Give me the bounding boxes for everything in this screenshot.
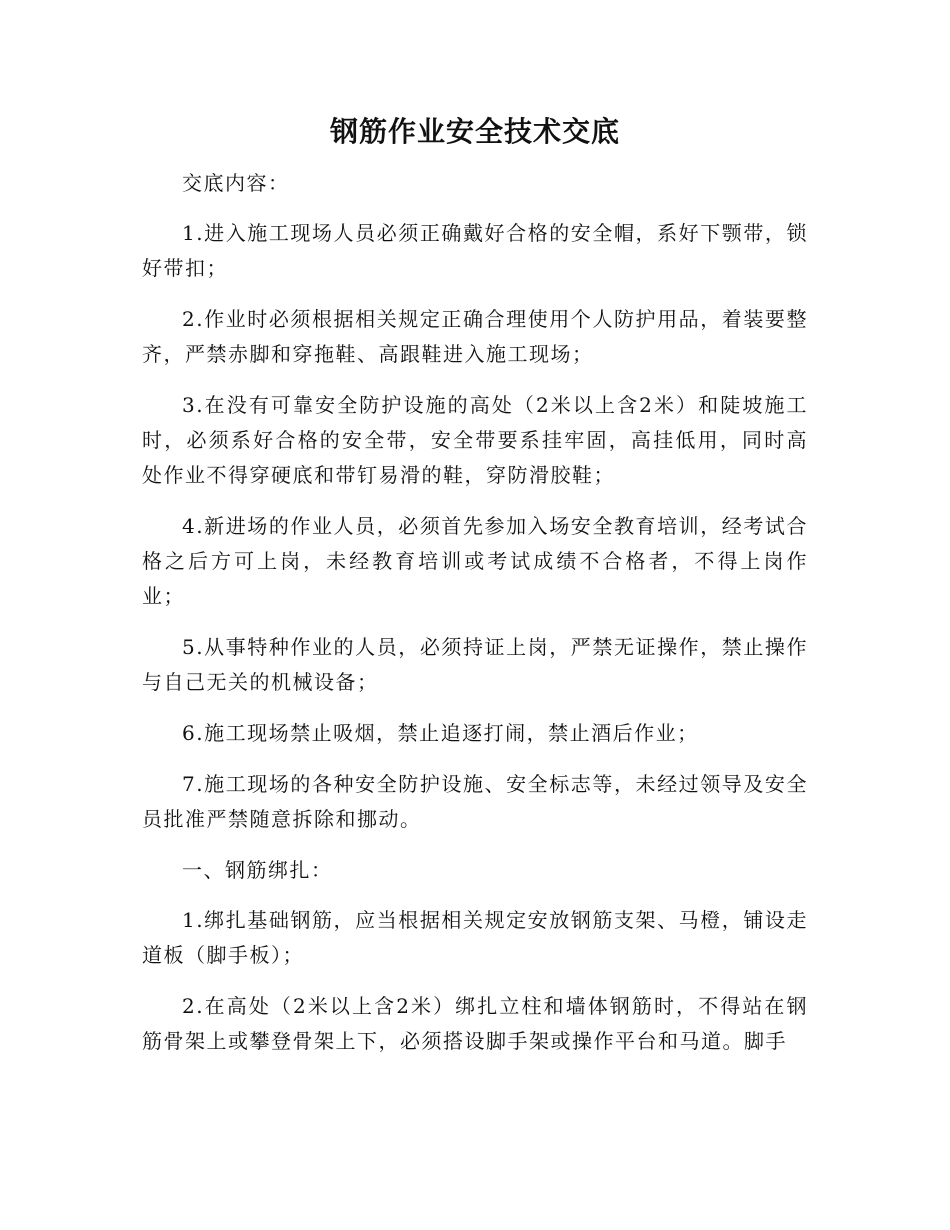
general-item-3: 3.在没有可靠安全防护设施的高处（2米以上含2米）和陡坡施工时，必须系好合格的安全带，安全带要系挂牢固，高挂低用，同时高处作业不得穿硬底和带钉易滑的鞋，穿防滑胶鞋； <box>142 393 808 487</box>
document-body <box>142 166 808 1075</box>
general-item-5: 5.从事特种作业的人员，必须持证上岗，严禁无证操作，禁止操作与自己无关的机械设备； <box>142 635 808 694</box>
general-item-1: 1.进入施工现场人员必须正确戴好合格的安全帽，系好下颚带，锁好带扣； <box>142 221 808 280</box>
general-item-4: 4.新进场的作业人员，必须首先参加入场安全教育培训，经考试合格之后方可上岗，未经教育培训或考试成绩不合格者，不得上岗作业； <box>142 514 808 608</box>
document-title: 钢筋作业安全技术交底 <box>329 115 620 148</box>
general-item-7: 7.施工现场的各种安全防护设施、安全标志等，未经过领导及安全员批准严禁随意拆除和挪动。 <box>142 772 808 831</box>
section1-item-2: 2.在高处（2米以上含2米）绑扎立柱和墙体钢筋时，不得站在钢筋骨架上或攀登骨架上下，必须搭设脚手架或操作平台和马道。脚手 <box>142 994 808 1053</box>
section1-item-1: 1.绑扎基础钢筋，应当根据相关规定安放钢筋支架、马橙，铺设走道板（脚手板）； <box>142 908 808 967</box>
general-item-2: 2.作业时必须根据相关规定正确合理使用个人防护用品，着装要整齐，严禁赤脚和穿拖鞋、高跟鞋进入施工现场； <box>142 307 808 366</box>
section-heading-rebar-binding: 一、钢筋绑扎： <box>182 858 333 882</box>
intro-label: 交底内容： <box>182 171 290 195</box>
general-item-6: 6.施工现场禁止吸烟，禁止追逐打闹，禁止酒后作业； <box>182 721 699 745</box>
